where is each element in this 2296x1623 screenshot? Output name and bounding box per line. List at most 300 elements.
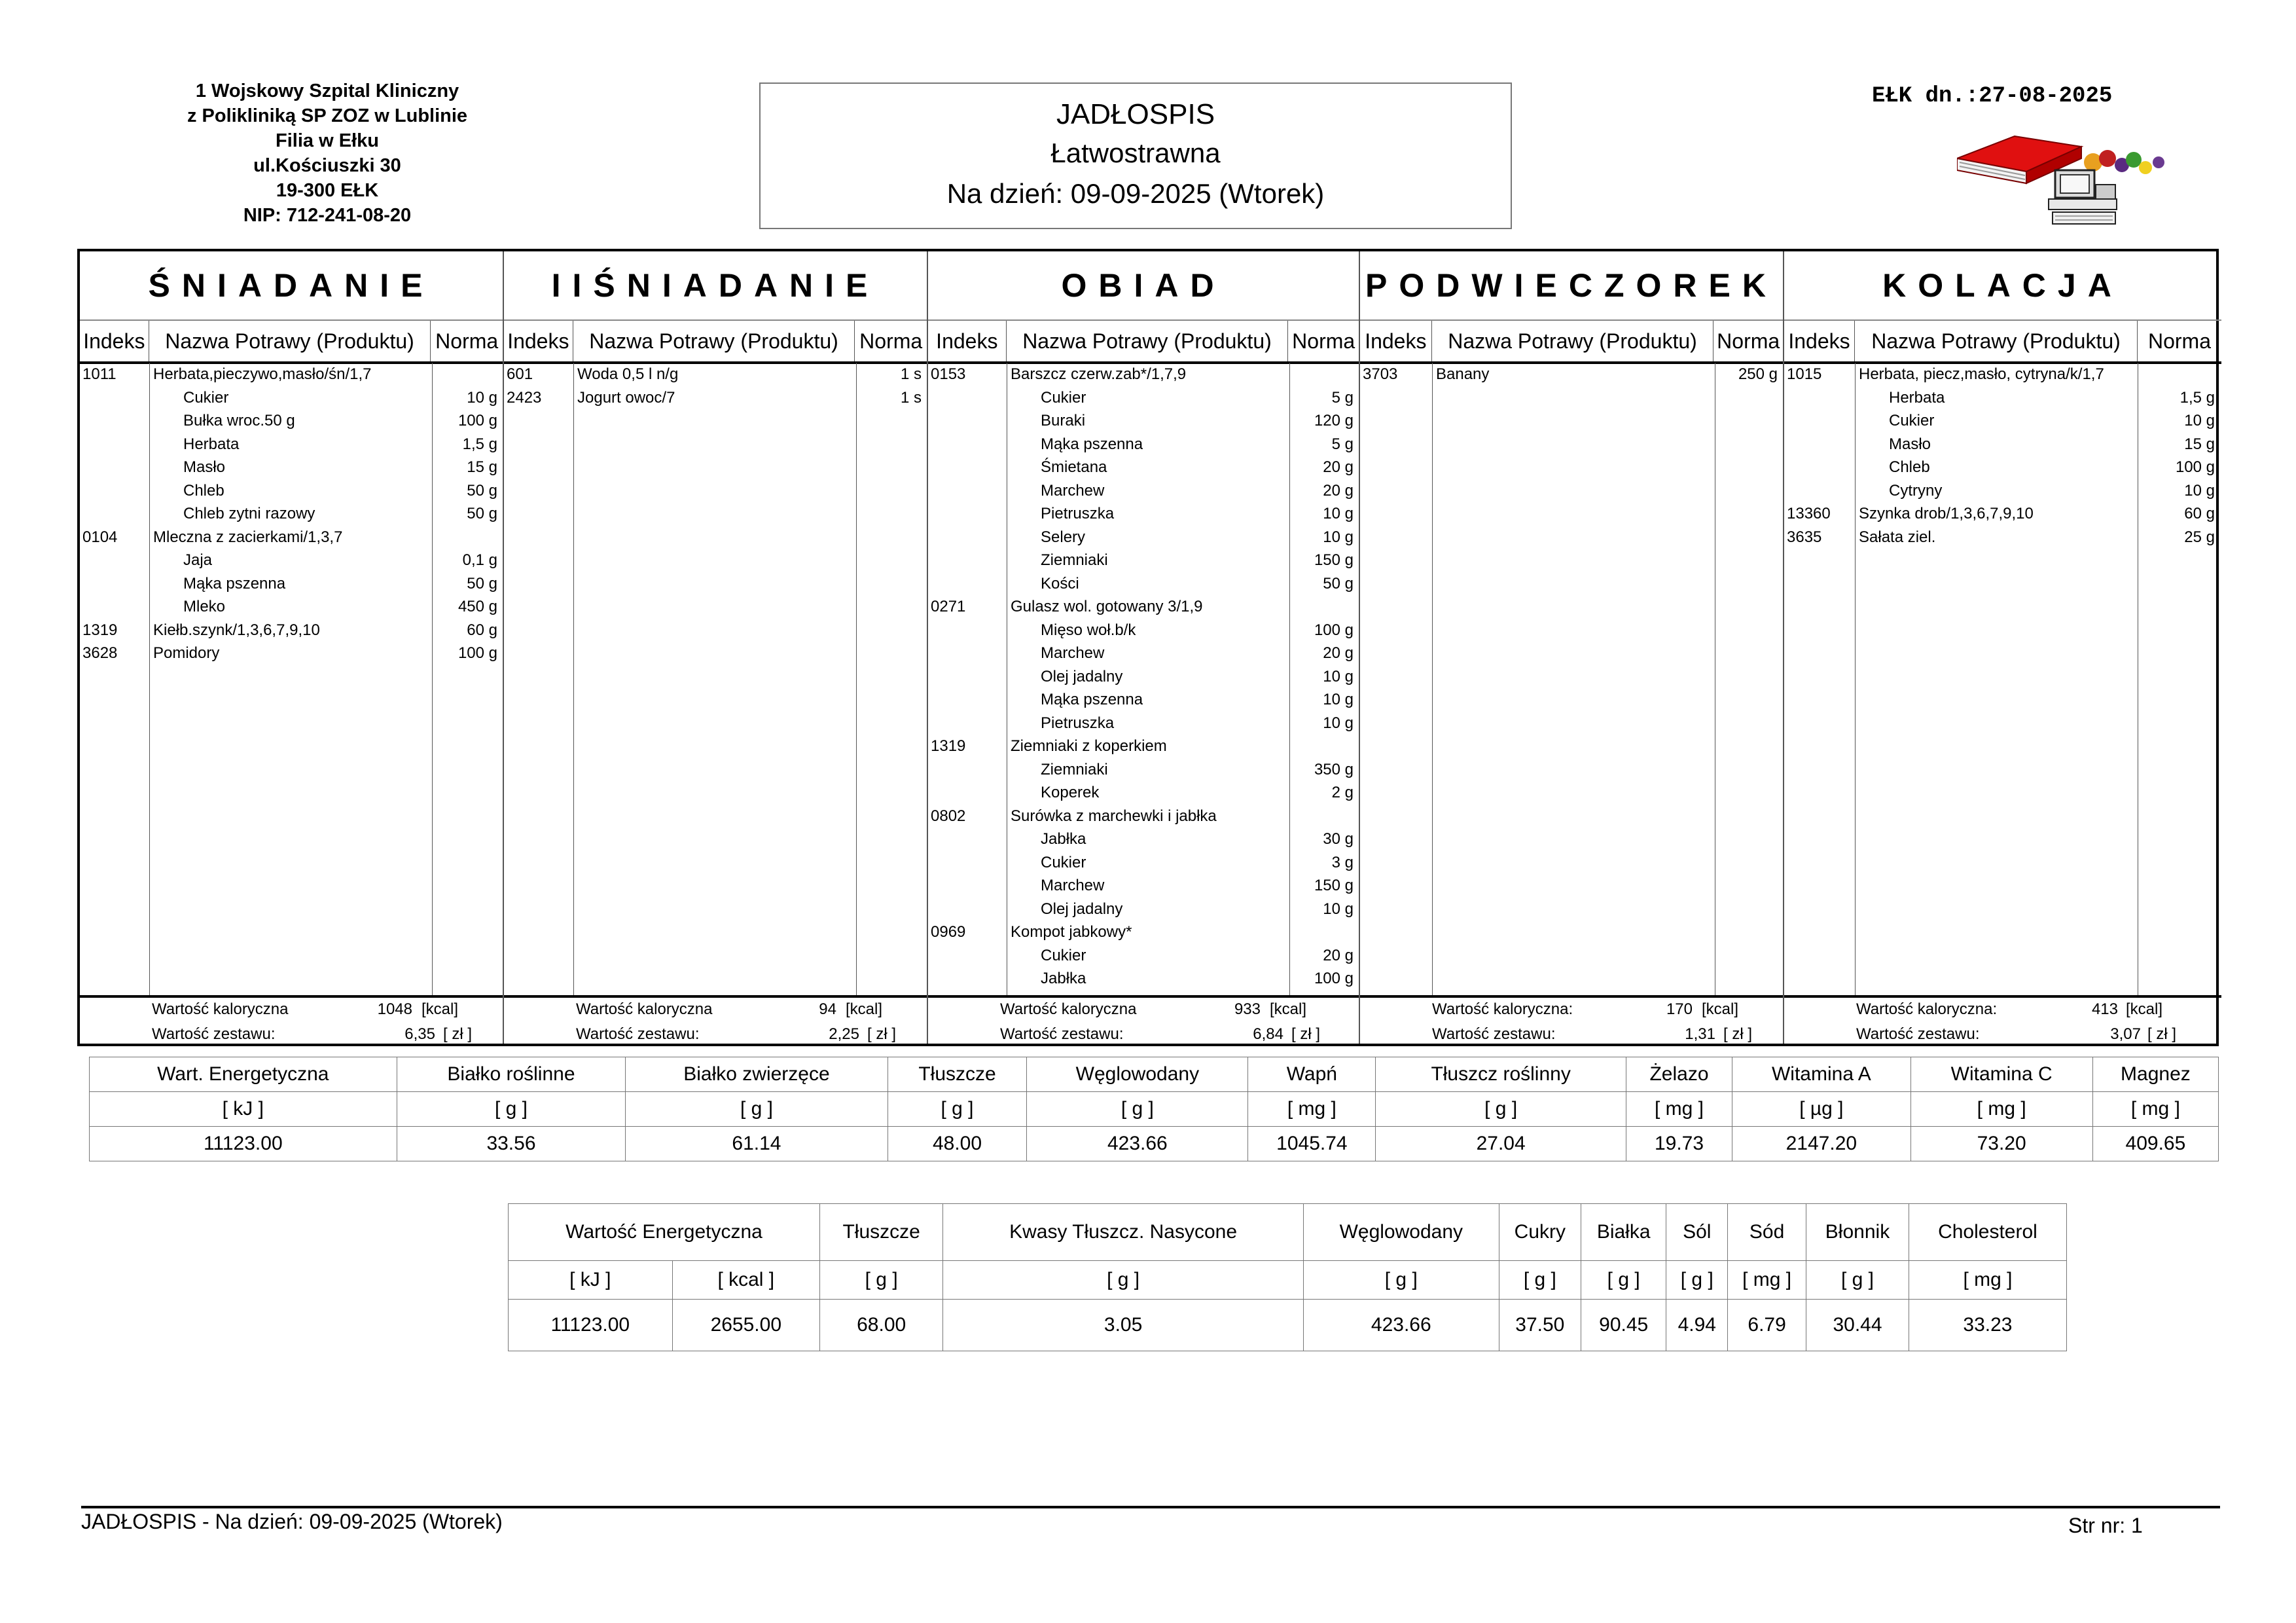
- list-item: [928, 572, 1359, 596]
- meal-title: OBIAD: [928, 251, 1359, 321]
- nutrition-value: 90.45: [1581, 1300, 1666, 1351]
- nutrition-header: Białka: [1581, 1204, 1666, 1261]
- column-header-name: Nazwa Potrawy (Produktu): [573, 321, 855, 361]
- nutrition-value: 2147.20: [1732, 1127, 1910, 1161]
- item-name: Herbata,pieczywo,masło/śn/1,7: [153, 365, 372, 383]
- list-item: [928, 712, 1359, 735]
- item-quantity: 20 g: [1323, 946, 1354, 964]
- item-name: Mąka pszenna: [1041, 435, 1143, 453]
- item-quantity: 10 g: [467, 388, 497, 407]
- item-name: Kości: [1041, 574, 1079, 593]
- nutrition-value: 1045.74: [1248, 1127, 1376, 1161]
- item-quantity: 60 g: [467, 621, 497, 639]
- item-name: Pietruszka: [1041, 714, 1115, 732]
- calorie-value: 94: [819, 1000, 836, 1018]
- list-item: [928, 479, 1359, 503]
- item-quantity: 50 g: [467, 505, 497, 522]
- nutrition-header: Węglowodany: [1027, 1057, 1248, 1092]
- list-item: [504, 386, 927, 410]
- item-name: Cukier: [1041, 853, 1086, 871]
- nutrition-value: 37.50: [1499, 1300, 1581, 1351]
- nutrition-unit: [ g ]: [1303, 1261, 1499, 1300]
- item-name: Ziemniaki: [1041, 551, 1108, 569]
- item-quantity: 5 g: [1331, 388, 1354, 407]
- list-item: [928, 967, 1359, 991]
- calorie-unit: [kcal]: [1270, 1000, 1307, 1018]
- nutrition-value: 30.44: [1806, 1300, 1909, 1351]
- item-name: Herbata, piecz,masło, cytryna/k/1,7: [1859, 365, 2104, 383]
- nutrition-value: 3.05: [943, 1300, 1304, 1351]
- item-name: Chleb zytni razowy: [183, 505, 315, 522]
- nutrition-unit: [ g ]: [626, 1092, 888, 1127]
- nutrition-label-table: [508, 1203, 2067, 1351]
- item-quantity: 25 g: [2184, 528, 2215, 546]
- item-quantity: 3 g: [1331, 853, 1354, 871]
- item-quantity: 100 g: [1314, 970, 1354, 987]
- list-item: [80, 572, 503, 596]
- item-quantity: 100 g: [2175, 458, 2215, 476]
- item-quantity: 15 g: [2184, 435, 2215, 453]
- item-name: Cukier: [1041, 388, 1086, 407]
- nutrition-value: 423.66: [1303, 1300, 1499, 1351]
- list-item: [928, 433, 1359, 456]
- list-item: [928, 921, 1359, 944]
- list-item: [928, 456, 1359, 479]
- nutrition-header: Tłuszcze: [888, 1057, 1027, 1092]
- cost-unit: [ zł ]: [1723, 1025, 1753, 1043]
- item-quantity: 120 g: [1314, 412, 1354, 429]
- nutrition-header: Wart. Energetyczna: [90, 1057, 397, 1092]
- list-item: [928, 688, 1359, 712]
- item-name: Cukier: [1889, 412, 1935, 429]
- item-name: Masło: [183, 458, 226, 476]
- nutrition-header: Kwasy Tłuszcz. Nasycone: [943, 1204, 1304, 1261]
- column-header-name: Nazwa Potrawy (Produktu): [149, 321, 431, 361]
- item-name: Sałata ziel.: [1859, 528, 1936, 546]
- item-quantity: 150 g: [1314, 551, 1354, 569]
- page-number: Str nr: 1: [2068, 1514, 2143, 1537]
- item-name: Chleb: [183, 481, 224, 500]
- meal-summary: [1784, 995, 2221, 1046]
- cost-unit: [ zł ]: [867, 1025, 897, 1043]
- nutrition-unit: [ mg ]: [1728, 1261, 1806, 1300]
- calorie-label: Wartość kaloryczna: [152, 1000, 289, 1018]
- item-name: Mięso woł.b/k: [1041, 621, 1136, 639]
- list-item: [80, 642, 503, 665]
- nutrition-unit: [ kcal ]: [672, 1261, 819, 1300]
- menu-date: Na dzień: 09-09-2025 (Wtorek): [946, 178, 1325, 209]
- column-divider: [856, 363, 857, 995]
- list-item: [80, 409, 503, 433]
- nutrition-value: 61.14: [626, 1127, 888, 1161]
- column-header-name: Nazwa Potrawy (Produktu): [1855, 321, 2138, 361]
- item-quantity: 10 g: [1323, 900, 1354, 918]
- item-name: Ziemniaki z koperkiem: [1011, 737, 1167, 755]
- item-name: Gulasz wol. gotowany 3/1,9: [1011, 598, 1203, 615]
- nutrition-header: Witamina A: [1732, 1057, 1910, 1092]
- item-name: Pomidory: [153, 644, 220, 662]
- item-name: Koperek: [1041, 784, 1100, 801]
- nutrition-value: 19.73: [1626, 1127, 1732, 1161]
- document-title: JADŁOSPIS: [1056, 98, 1215, 130]
- calorie-label: Wartość kaloryczna:: [1432, 1000, 1573, 1018]
- calorie-unit: [kcal]: [1702, 1000, 1739, 1018]
- nutrition-value: 68.00: [820, 1300, 943, 1351]
- item-name: Jabłka: [1041, 970, 1086, 987]
- list-item: [928, 642, 1359, 665]
- item-quantity: 10 g: [1323, 691, 1354, 708]
- nutrition-header: Magnez: [2092, 1057, 2218, 1092]
- list-item: [80, 502, 503, 526]
- item-index: 2423: [507, 388, 542, 407]
- meal-title: IIŚNIADANIE: [504, 251, 927, 321]
- item-name: Bułka wroc.50 g: [183, 412, 295, 429]
- nutrition-value: 4.94: [1666, 1300, 1728, 1351]
- item-quantity: 10 g: [1323, 667, 1354, 685]
- nutrition-header: Tłuszcze: [820, 1204, 943, 1261]
- item-name: Ziemniaki: [1041, 760, 1108, 778]
- list-item: [504, 363, 927, 386]
- item-quantity: 20 g: [1323, 481, 1354, 500]
- nutrition-value: 11123.00: [90, 1127, 397, 1161]
- item-name: Marchew: [1041, 877, 1105, 894]
- item-index: 3628: [82, 644, 118, 662]
- list-item: [1784, 409, 2221, 433]
- nutrition-unit: [ g ]: [1666, 1261, 1728, 1300]
- item-name: Marchew: [1041, 481, 1105, 500]
- item-quantity: 1 s: [900, 365, 922, 383]
- list-item: [80, 479, 503, 503]
- list-item: [928, 619, 1359, 642]
- column-header-name: Nazwa Potrawy (Produktu): [1432, 321, 1714, 361]
- nutrition-unit: [ mg ]: [1910, 1092, 2092, 1127]
- meal-breakfast: [80, 251, 504, 1044]
- item-quantity: 10 g: [1323, 505, 1354, 522]
- meal-items: [928, 363, 1359, 995]
- list-item: [80, 595, 503, 619]
- item-quantity: 100 g: [457, 412, 497, 429]
- item-name: Śmietana: [1041, 458, 1107, 476]
- item-quantity: 100 g: [457, 644, 497, 662]
- item-name: Woda 0,5 l n/g: [577, 365, 679, 383]
- item-quantity: 30 g: [1323, 830, 1354, 848]
- meal-summary: [928, 995, 1359, 1046]
- nutrition-unit: [ g ]: [1499, 1261, 1581, 1300]
- column-headers: [928, 321, 1359, 364]
- list-item: [1784, 502, 2221, 526]
- item-quantity: 0,1 g: [462, 551, 497, 569]
- nutrition-unit: [ g ]: [888, 1092, 1027, 1127]
- column-header-norm: Norma: [2147, 329, 2211, 353]
- column-header-index: Indeks: [928, 321, 1007, 361]
- item-name: Jabłka: [1041, 830, 1086, 848]
- item-quantity: 60 g: [2184, 505, 2215, 522]
- item-name: Mleko: [183, 598, 226, 615]
- item-quantity: 10 g: [2184, 481, 2215, 500]
- calorie-label: Wartość kaloryczna: [1000, 1000, 1137, 1018]
- item-name: Banany: [1436, 365, 1490, 383]
- list-item: [1784, 386, 2221, 410]
- cost-value: 2,25: [829, 1025, 859, 1043]
- item-quantity: 15 g: [467, 458, 497, 476]
- column-headers: [504, 321, 927, 364]
- calorie-unit: [kcal]: [846, 1000, 883, 1018]
- cost-value: 1,31: [1685, 1025, 1715, 1043]
- item-name: Herbata: [183, 435, 240, 453]
- item-name: Jaja: [183, 551, 213, 569]
- item-index: 0153: [931, 365, 966, 383]
- cost-value: 6,35: [404, 1025, 435, 1043]
- list-item: [928, 386, 1359, 410]
- item-name: Selery: [1041, 528, 1086, 546]
- column-divider: [1432, 363, 1433, 995]
- hospital-line: z Polikliniką SP ZOZ w Lublinie: [187, 105, 468, 126]
- nutrition-value: 48.00: [888, 1127, 1027, 1161]
- item-quantity: 10 g: [1323, 528, 1354, 546]
- list-item: [928, 898, 1359, 921]
- item-name: Olej jadalny: [1041, 900, 1123, 918]
- list-item: [80, 456, 503, 479]
- nutrition-unit: [ kJ ]: [90, 1092, 397, 1127]
- column-header-index: Indeks: [1784, 321, 1855, 361]
- list-item: [80, 363, 503, 386]
- column-headers: [80, 321, 503, 364]
- item-index: 1319: [931, 737, 966, 755]
- list-item: [80, 549, 503, 572]
- hospital-line: ul.Kościuszki 30: [253, 155, 401, 176]
- nutrition-value: 73.20: [1910, 1127, 2092, 1161]
- nutrition-header: Białko zwierzęce: [626, 1057, 888, 1092]
- cost-label: Wartość zestawu:: [1000, 1025, 1124, 1043]
- item-name: Buraki: [1041, 412, 1086, 429]
- nutrition-header: Żelazo: [1626, 1057, 1732, 1092]
- column-header-norm: Norma: [1717, 329, 1780, 353]
- item-name: Masło: [1889, 435, 1931, 453]
- footer-title: JADŁOSPIS - Na dzień: 09-09-2025 (Wtorek): [81, 1510, 503, 1533]
- nutrition-value: 11123.00: [509, 1300, 673, 1351]
- calorie-value: 933: [1234, 1000, 1261, 1018]
- list-item: [928, 526, 1359, 549]
- calorie-value: 170: [1666, 1000, 1693, 1018]
- item-name: Mleczna z zacierkami/1,3,7: [153, 528, 343, 546]
- item-index: 0802: [931, 807, 966, 825]
- item-name: Pietruszka: [1041, 505, 1115, 522]
- column-header-norm: Norma: [435, 329, 499, 353]
- hospital-line: NIP: 712-241-08-20: [243, 205, 412, 226]
- nutrition-unit: [ mg ]: [2092, 1092, 2218, 1127]
- nutrition-unit: [ mg ]: [1909, 1261, 2066, 1300]
- nutrition-unit: [ mg ]: [1248, 1092, 1376, 1127]
- calorie-unit: [kcal]: [422, 1000, 459, 1018]
- item-index: 1319: [82, 621, 118, 639]
- nutrition-value: 423.66: [1027, 1127, 1248, 1161]
- item-quantity: 350 g: [1314, 760, 1354, 778]
- item-name: Mąka pszenna: [183, 574, 286, 593]
- item-name: Herbata: [1889, 388, 1945, 407]
- footer-divider: [81, 1506, 2220, 1508]
- item-index: 13360: [1787, 505, 1831, 522]
- column-header-name: Nazwa Potrawy (Produktu): [1007, 321, 1289, 361]
- column-header-norm: Norma: [859, 329, 923, 353]
- list-item: [80, 433, 503, 456]
- nutrition-header: Sód: [1728, 1204, 1806, 1261]
- item-name: Cukier: [1041, 946, 1086, 964]
- column-headers: [1360, 321, 1783, 364]
- list-item: [928, 502, 1359, 526]
- item-quantity: 250 g: [1738, 365, 1778, 383]
- nutrition-header: Błonnik: [1806, 1204, 1909, 1261]
- hospital-line: 19-300 EŁK: [276, 180, 379, 201]
- nutrition-unit: [ g ]: [943, 1261, 1304, 1300]
- item-name: Cukier: [183, 388, 229, 407]
- column-headers: [1784, 321, 2221, 364]
- meal-title: PODWIECZOREK: [1360, 251, 1783, 321]
- item-name: Surówka z marchewki i jabłka: [1011, 807, 1217, 825]
- list-item: [928, 665, 1359, 689]
- meal-items: [1360, 363, 1783, 995]
- item-name: Kiełb.szynk/1,3,6,7,9,10: [153, 621, 320, 639]
- nutrition-unit: [ µg ]: [1732, 1092, 1910, 1127]
- meal-summary: [80, 995, 503, 1046]
- list-item: [80, 386, 503, 410]
- nutrition-header: Cholesterol: [1909, 1204, 2066, 1261]
- nutrition-unit: [ g ]: [1581, 1261, 1666, 1300]
- list-item: [1784, 526, 2221, 549]
- list-item: [928, 363, 1359, 386]
- column-header-index: Indeks: [80, 321, 149, 361]
- nutrition-value: 409.65: [2092, 1127, 2218, 1161]
- list-item: [1784, 363, 2221, 386]
- list-item: [928, 595, 1359, 619]
- item-name: Kompot jabkowy*: [1011, 923, 1132, 941]
- cost-unit: [ zł ]: [1291, 1025, 1321, 1043]
- item-name: Jogurt owoc/7: [577, 388, 675, 407]
- item-quantity: 20 g: [1323, 458, 1354, 476]
- column-header-index: Indeks: [504, 321, 573, 361]
- item-quantity: 50 g: [467, 481, 497, 500]
- meal-summary: [1360, 995, 1783, 1046]
- list-item: [928, 549, 1359, 572]
- date-stamp: EŁK dn.:27-08-2025: [1872, 84, 2113, 109]
- list-item: [1784, 456, 2221, 479]
- calorie-value: 1048: [377, 1000, 412, 1018]
- calorie-label: Wartość kaloryczna: [576, 1000, 713, 1018]
- list-item: [928, 758, 1359, 782]
- meal-summary: [504, 995, 927, 1046]
- column-header-index: Indeks: [1360, 321, 1432, 361]
- item-index: 3703: [1363, 365, 1398, 383]
- item-quantity: 10 g: [2184, 412, 2215, 429]
- list-item: [928, 874, 1359, 898]
- nutrition-unit: [ g ]: [820, 1261, 943, 1300]
- nutrition-header: Cukry: [1499, 1204, 1581, 1261]
- title-box: [759, 82, 1512, 229]
- item-quantity: 2 g: [1331, 784, 1354, 801]
- nutrition-header: Wapń: [1248, 1057, 1376, 1092]
- meal-title: ŚNIADANIE: [80, 251, 503, 321]
- column-divider: [573, 363, 574, 995]
- book-computer-logo: [1957, 131, 2179, 229]
- item-index: 601: [507, 365, 533, 383]
- nutrition-header: Białko roślinne: [397, 1057, 626, 1092]
- list-item: [80, 619, 503, 642]
- item-index: 0969: [931, 923, 966, 941]
- list-item: [928, 409, 1359, 433]
- list-item: [1360, 363, 1783, 386]
- nutrition-header: Witamina C: [1910, 1057, 2092, 1092]
- cost-label: Wartość zestawu:: [152, 1025, 276, 1043]
- cost-value: 3,07: [2110, 1025, 2141, 1043]
- nutrition-value: 27.04: [1376, 1127, 1626, 1161]
- nutrition-unit: [ kJ ]: [509, 1261, 673, 1300]
- item-quantity: 150 g: [1314, 877, 1354, 894]
- nutrition-unit: [ mg ]: [1626, 1092, 1732, 1127]
- meal-items: [1784, 363, 2221, 995]
- nutrition-value: 6.79: [1728, 1300, 1806, 1351]
- list-item: [928, 944, 1359, 968]
- nutrition-value: 33.23: [1909, 1300, 2066, 1351]
- cost-label: Wartość zestawu:: [1856, 1025, 1980, 1043]
- item-name: Chleb: [1889, 458, 1930, 476]
- nutrition-value: 2655.00: [672, 1300, 819, 1351]
- list-item: [928, 805, 1359, 828]
- nutrition-value: 33.56: [397, 1127, 626, 1161]
- cost-label: Wartość zestawu:: [576, 1025, 700, 1043]
- hospital-address: [105, 79, 550, 228]
- nutrition-header: Tłuszcz roślinny: [1376, 1057, 1626, 1092]
- item-quantity: 10 g: [1323, 714, 1354, 732]
- nutrition-unit: [ g ]: [1027, 1092, 1248, 1127]
- column-header-norm: Norma: [1292, 329, 1355, 353]
- nutrition-header: Wartość Energetyczna: [509, 1204, 820, 1261]
- cost-label: Wartość zestawu:: [1432, 1025, 1556, 1043]
- diet-name: Łatwostrawna: [1050, 137, 1221, 168]
- item-quantity: 50 g: [467, 574, 497, 593]
- item-index: 0271: [931, 598, 966, 615]
- item-quantity: 100 g: [1314, 621, 1354, 639]
- nutrition-unit: [ g ]: [1376, 1092, 1626, 1127]
- item-quantity: 1,5 g: [2179, 388, 2215, 407]
- list-item: [1784, 479, 2221, 503]
- item-name: Barszcz czerw.zab*/1,7,9: [1011, 365, 1187, 383]
- item-name: Marchew: [1041, 644, 1105, 662]
- nutrition-table: [89, 1057, 2219, 1161]
- item-name: Cytryny: [1889, 481, 1943, 500]
- item-index: 0104: [82, 528, 118, 546]
- list-item: [928, 828, 1359, 851]
- list-item: [928, 781, 1359, 805]
- item-quantity: 1 s: [900, 388, 922, 407]
- cost-unit: [ zł ]: [443, 1025, 473, 1043]
- nutrition-unit: [ g ]: [1806, 1261, 1909, 1300]
- meal-second-breakfast: [504, 251, 928, 1044]
- menu-table: [77, 249, 2219, 1046]
- item-name: Szynka drob/1,3,6,7,9,10: [1859, 505, 2034, 522]
- item-index: 1015: [1787, 365, 1822, 383]
- nutrition-header: Sól: [1666, 1204, 1728, 1261]
- list-item: [80, 526, 503, 549]
- meal-title: KOLACJA: [1784, 251, 2221, 321]
- item-index: 3635: [1787, 528, 1822, 546]
- list-item: [928, 851, 1359, 875]
- cost-unit: [ zł ]: [2147, 1025, 2177, 1043]
- nutrition-unit: [ g ]: [397, 1092, 626, 1127]
- hospital-line: 1 Wojskowy Szpital Kliniczny: [195, 81, 459, 101]
- list-item: [928, 735, 1359, 758]
- calorie-unit: [kcal]: [2126, 1000, 2163, 1018]
- item-quantity: 450 g: [457, 598, 497, 615]
- list-item: [1784, 433, 2221, 456]
